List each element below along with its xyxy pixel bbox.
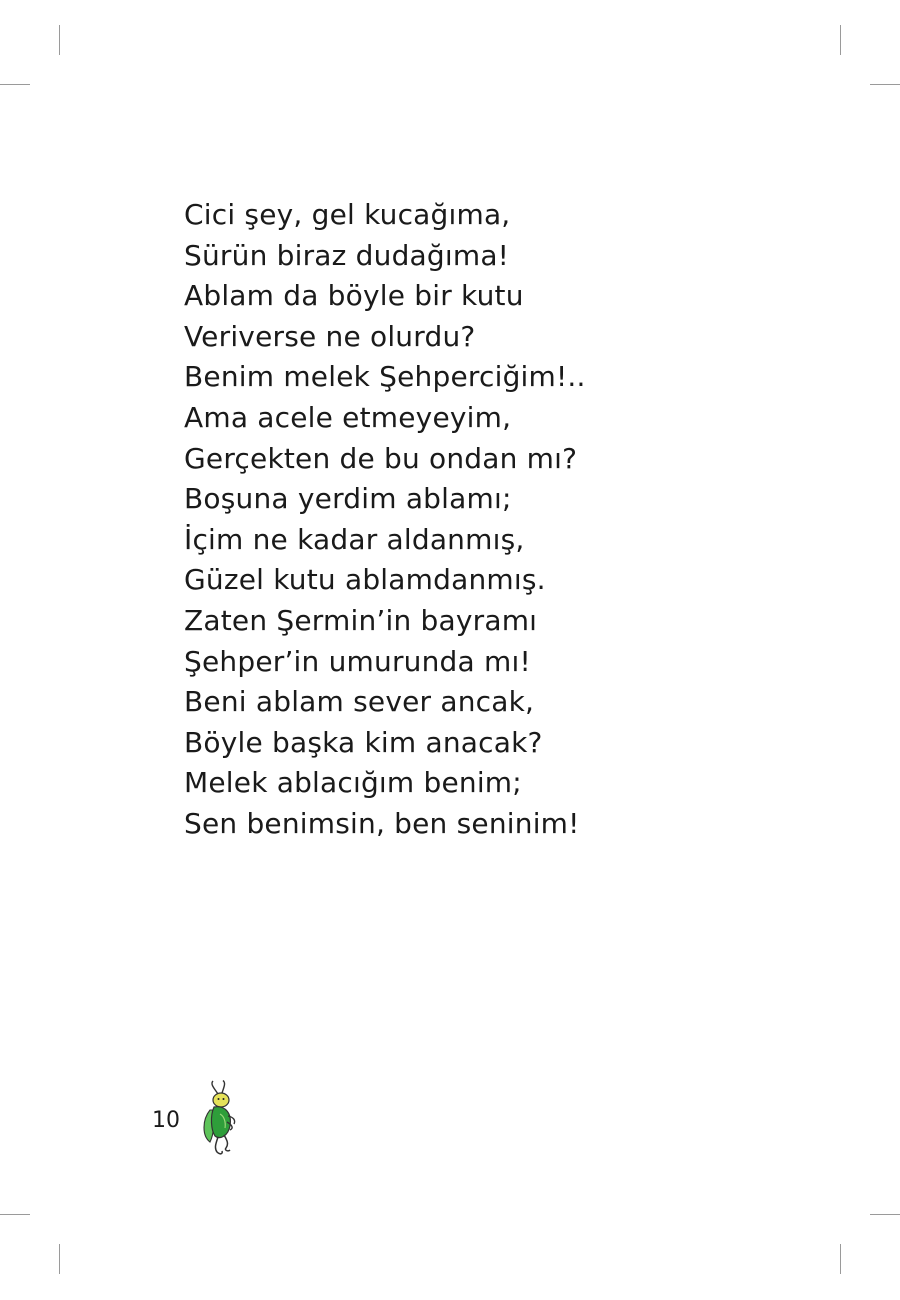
poem-line: Sen benimsin, ben seninim!: [184, 806, 580, 840]
crop-mark-top-right-vertical: [840, 25, 841, 55]
cricket-icon: [196, 1080, 246, 1158]
poem-line: Ama acele etmeyeyim,: [184, 400, 512, 434]
crop-mark-bottom-left-vertical: [59, 1244, 60, 1274]
crop-mark-top-left-horizontal: [0, 84, 30, 85]
poem-line: Benim melek Şehperciğim!..: [184, 360, 586, 394]
poem-line: Böyle başka kim anacak?: [184, 725, 543, 759]
poem-line: Gerçekten de bu ondan mı?: [184, 441, 578, 475]
poem-line: Melek ablacığım benim;: [184, 766, 522, 800]
crop-mark-top-left-vertical: [59, 25, 60, 55]
poem-line: Cici şey, gel kucağıma,: [184, 198, 511, 231]
poem-line: Güzel kutu ablamdanmış.: [184, 563, 546, 597]
poem-line: Boşuna yerdim ablamı;: [184, 482, 512, 516]
poem-line: Zaten Şermin’in bayramı: [184, 603, 538, 637]
crop-mark-bottom-left-horizontal: [0, 1214, 30, 1215]
poem-line: Veriverse ne olurdu?: [184, 319, 476, 353]
poem-line: İçim ne kadar aldanmış,: [184, 522, 525, 556]
crop-mark-top-right-horizontal: [870, 84, 900, 85]
poem-line: Beni ablam sever ancak,: [184, 685, 535, 719]
page-number: 10: [152, 1108, 180, 1133]
crop-mark-bottom-right-horizontal: [870, 1214, 900, 1215]
crop-mark-bottom-right-vertical: [840, 1244, 841, 1274]
poem-line: Sürün biraz dudağıma!: [184, 238, 510, 272]
poem-line: Ablam da böyle bir kutu: [184, 279, 524, 313]
poem: [184, 195, 586, 845]
poem-line: Şehper’in umurunda mı!: [184, 644, 531, 678]
